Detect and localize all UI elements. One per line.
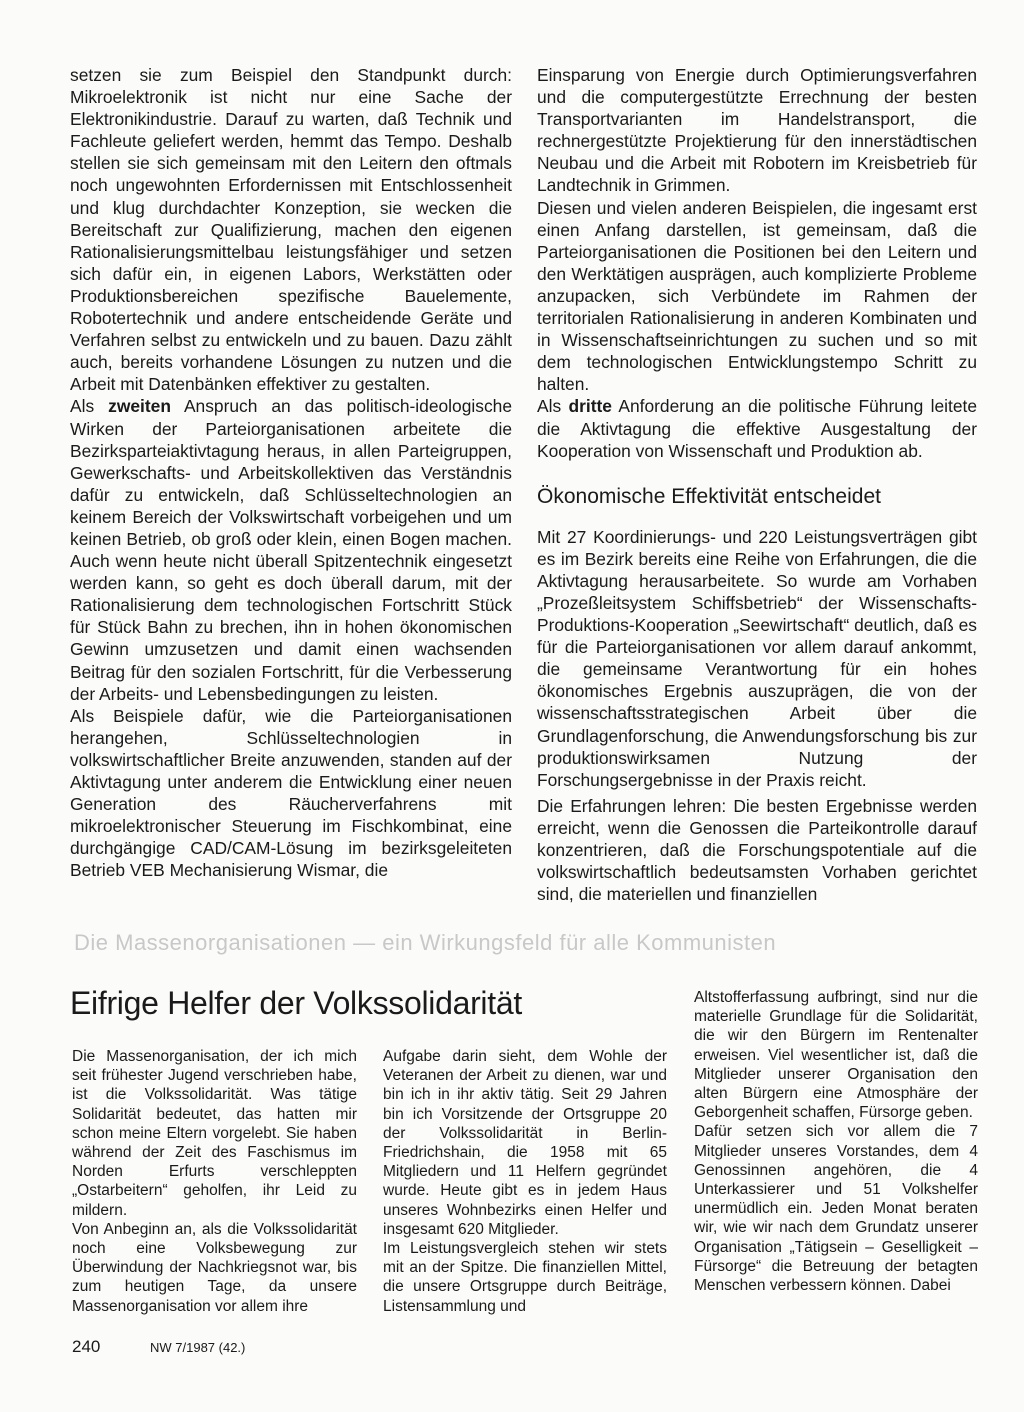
paragraph: Als Beispiele dafür, wie die Parteiorganisationen herangehen, Schlüsseltechnologien in volkswirtschaftlicher Breite anzuwenden, standen auf der Aktivtagung unter anderem die Entwicklung einer neuen Generation des Räucherverfahrens mit mikroelektronischer Steuerung im Fischkombinat, eine durchgängige CAD/CAM-Lösung im bezirksgeleiteten Betrieb VEB Mechanisierung Wismar, die	[70, 705, 512, 881]
section-heading: Ökonomische Effektivität entscheidet	[537, 484, 881, 508]
article-column-1	[72, 1047, 357, 1316]
article-title: Eifrige Helfer der Volkssolidarität	[70, 985, 522, 1021]
paragraph: Dafür setzen sich vor allem die 7 Mitglieder unseres Vorstandes, dem 4 Genossinnen angehören, die 4 Unterkassierer und 51 Volkshelfer unermüdlich ein. Jeden Monat beraten wir, wie wir nach dem Grundatz unserer Organisation „Tätigsein – Geselligkeit – Fürsorge“ die Betreuung der betagten Menschen verbessern können. Dabei	[694, 1123, 978, 1295]
paragraph: Die Erfahrungen lehren: Die besten Ergebnisse werden erreicht, wenn die Genossen die Parteikontrolle darauf konzentrieren, daß die Forschungspotentiale auf die volkswirtschaftlich bedeutsamsten Vorhaben gerichtet sind, die materiellen und finanziellen	[537, 795, 977, 905]
paragraph: Diesen und vielen anderen Beispielen, die ingesamt erst einen Anfang darstellen, ist gemeinsam, daß die Parteiorganisationen die Positionen bei den Leitern und den Werktätigen ausprägen, auch komplizierte Probleme anzupacken, sich Verbündete im Rahmen der territorialen Rationalisierung in anderen Kombinaten und in Wissenschaftseinrichtungen zu suchen und so mit dem technologischen Entwicklungstempo Schritt zu halten.	[537, 197, 977, 395]
paragraph: Von Anbeginn an, als die Volkssolidarität noch eine Volksbewegung zur Überwindung der Nachkriegsnot war, bis zum heutigen Tage, da unsere Massenorganisation vor allem ihre	[72, 1220, 357, 1315]
text-column-right	[537, 64, 977, 905]
text-run: Als	[537, 396, 569, 417]
article-column-2	[383, 1047, 667, 1316]
issue-reference: NW 7/1987 (42.)	[150, 1340, 246, 1355]
emphasis: dritte	[568, 396, 612, 417]
paragraph: Im Leistungsvergleich stehen wir stets mit an der Spitze. Die finanziellen Mittel, die unsere Ortsgruppe durch Beiträge, Listensammlung und	[383, 1240, 667, 1315]
paragraph: Die Massenorganisation, der ich mich seit frühester Jugend verschrieben habe, ist die Volkssolidarität. Was tätige Solidarität bedeutet, das hatten mir schon meine Eltern vorgelebt. Sie haben während der Zeit des Faschismus im Norden Erfurts verschleppten „Ostarbeitern“ geholfen, ihr Leid zu mildern.	[72, 1048, 357, 1219]
paragraph: Mit 27 Koordinierungs- und 220 Leistungsverträgen gibt es im Bezirk bereits eine Reihe von Erfahrungen, die die Aktivtagung herausarbeitete. So wurde am Vorhaben „Prozeßleitsystem Schiffsbetrieb“ der Wissenschafts-Produktions-Kooperation „Seewirtschaft“ deutlich, daß es für die Parteiorganisationen vor allem darauf ankommt, die gemeinsame Verantwortung für ein hohes ökonomisches Ergebnis auszuprägen, die von der wissenschaftsstrategischen Arbeit über die Grundlagenforschung, die Anwendungsforschung bis zur produktionswirksamen Nutzung der Forschungsergebnisse in der Praxis reicht.	[537, 526, 977, 790]
paragraph: Einsparung von Energie durch Optimierungsverfahren und die computergestützte Errechnung der besten Transportvarianten im Handelstransport, die rechnergestützte Projektierung für den innerstädtischen Neubau und die Arbeit mit Robotern im Kreisbetrieb für Landtechnik in Grimmen.	[537, 65, 977, 196]
paragraph	[537, 395, 977, 461]
paragraph: Altstofferfassung aufbringt, sind nur die materielle Grundlage für die Solidarität, die wir den Bürgern im Rentenalter erweisen. Viel wesentlicher ist, daß die Mitglieder unserer Organisation den alten Bürgern eine Atmosphäre der Geborgenheit schaffen, Fürsorge geben.	[694, 989, 978, 1122]
text-run: Anforderung an die politische Führung leitete die Aktivtagung die effektive Ausgestaltung der Kooperation von Wissenschaft und Produktion ab.	[537, 396, 977, 461]
text-run: Als	[70, 396, 109, 417]
text-run: Anspruch an das politisch-ideologische Wirken der Parteiorganisationen arbeitete die Bezirksparteiaktivtagung heraus, in allen Parteigruppen, Gewerkschafts- und Arbeitskollektiven das Verständnis dafür zu entwickeln, daß Schlüsseltechnologien an keinem Bereich der Volkswirtschaft vorbeigehen und um keinen Betrieb, ob groß oder klein, einen Bogen machen. Auch wenn heute nicht überall Spitzentechnik eingesetzt werden kann, so geht es doch überall darum, mit der Rationalisierung dem technologischen Fortschritt Stück für Stück Bahn zu brechen, ihn in hohen ökonomischen Gewinn umzusetzen und damit einen wachsenden Beitrag für den sozialen Fortschritt, für die Verbesserung der Arbeits- und Lebensbedingungen zu leisten.	[70, 396, 512, 704]
emphasis: zweiten	[108, 396, 171, 417]
rubric-line: Die Massenorganisationen — ein Wirkungsfeld für alle Kommunisten	[74, 930, 777, 955]
paragraph: Aufgabe darin sieht, dem Wohle der Veteranen der Arbeit zu dienen, war und bin ich in ihr aktiv tätig. Seit 29 Jahren bin ich Vorsitzende der Ortsgruppe 20 der Volkssolidarität in Berlin-Friedrichshain, die 1958 mit 65 Mitgliedern und 11 Helfern gegründet wurde. Heute gibt es in jedem Haus unseres Wohnbezirks einen Helfer und insgesamt 620 Mitglieder.	[383, 1048, 667, 1238]
paragraph: setzen sie zum Beispiel den Standpunkt durch: Mikroelektronik ist nicht nur eine Sache der Elektronikindustrie. Darauf zu warten, daß Technik und Fachleute geliefert werden, hemmt das Tempo. Deshalb stellen sie sich gemeinsam mit den Leitern den oftmals noch ungewohnten Erfordernissen mit Entschlossenheit und klug durchdachter Konzeption, sie wecken die Bereitschaft zur Qualifizierung, machen den eigenen Rationalisierungsmittelbau leistungsfähiger und setzen sich dafür ein, in eigenen Labors, Werkstätten oder Produktionsbereichen spezifische Bauelemente, Robotertechnik und andere entscheidende Geräte und Verfahren selbst zu entwickeln und zu bauen. Dazu zählt auch, bereits vorhandene Lösungen zu nutzen und die Arbeit mit Datenbänken effektiver zu gestalten.	[70, 65, 512, 395]
paragraph	[70, 395, 512, 704]
article-column-3	[694, 988, 978, 1295]
page-number: 240	[72, 1337, 101, 1356]
text-column-left	[70, 64, 512, 881]
